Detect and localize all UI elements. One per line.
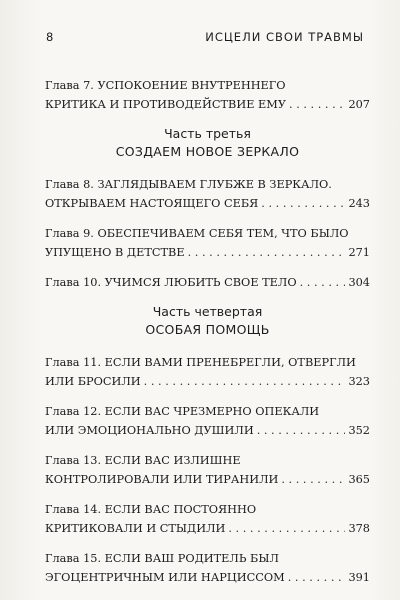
toc-entry-chapter-12 <box>45 402 370 440</box>
dot-leader <box>257 421 346 440</box>
toc-entry-chapter-8 <box>45 175 370 213</box>
chapter-title-line: Глава 10. УЧИМСЯ ЛЮБИТЬ СВОЕ ТЕЛО <box>45 276 297 289</box>
page-reference: 365 <box>348 473 370 486</box>
chapter-title-line: ОТКРЫВАЕМ НАСТОЯЩЕГО СЕБЯ <box>45 197 259 210</box>
toc-entry-chapter-9 <box>45 224 370 262</box>
table-of-contents <box>45 76 370 598</box>
part-heading-4 <box>45 303 370 339</box>
page-reference: 243 <box>348 197 370 210</box>
toc-entry-chapter-11 <box>45 353 370 391</box>
chapter-title-line: Глава 13. ЕСЛИ ВАС ИЗЛИШНЕ <box>45 454 241 467</box>
chapter-title-line: ЭГОЦЕНТРИЧНЫМ ИЛИ НАРЦИССОМ <box>45 571 285 584</box>
chapter-title-line: Глава 11. ЕСЛИ ВАМИ ПРЕНЕБРЕГЛИ, ОТВЕРГЛИ <box>45 356 356 369</box>
dot-leader <box>261 194 345 213</box>
chapter-title-line: УПУЩЕНО В ДЕТСТВЕ <box>45 246 185 259</box>
chapter-title-line: КОНТРОЛИРОВАЛИ ИЛИ ТИРАНИЛИ <box>45 473 279 486</box>
running-title: ИСЦЕЛИ СВОИ ТРАВМЫ <box>205 30 364 44</box>
chapter-title-line: ИЛИ БРОСИЛИ <box>45 375 141 388</box>
page-reference: 304 <box>348 276 370 289</box>
chapter-title-line: ИЛИ ЭМОЦИОНАЛЬНО ДУШИЛИ <box>45 424 254 437</box>
toc-entry-chapter-7 <box>45 76 370 114</box>
page-reference: 323 <box>348 375 370 388</box>
chapter-title-line: Глава 15. ЕСЛИ ВАШ РОДИТЕЛЬ БЫЛ <box>45 552 279 565</box>
chapter-title-line: Глава 14. ЕСЛИ ВАС ПОСТОЯННО <box>45 503 257 516</box>
chapter-last-line <box>45 95 370 114</box>
chapter-last-line <box>45 273 370 292</box>
chapter-title-line: КРИТИКА И ПРОТИВОДЕЙСТВИЕ ЕМУ <box>45 98 287 111</box>
chapter-last-line <box>45 372 370 391</box>
part-heading-3 <box>45 125 370 161</box>
chapter-last-line <box>45 243 370 262</box>
chapter-title-line: КРИТИКОВАЛИ И СТЫДИЛИ <box>45 522 226 535</box>
chapter-last-line <box>45 519 370 538</box>
dot-leader <box>300 273 346 292</box>
part-title: СОЗДАЕМ НОВОЕ ЗЕРКАЛО <box>115 144 300 159</box>
dot-leader <box>144 372 346 391</box>
chapter-title-line: Глава 8. ЗАГЛЯДЫВАЕМ ГЛУБЖЕ В ЗЕРКАЛО. <box>45 178 332 191</box>
page-header <box>46 30 364 46</box>
chapter-last-line <box>45 470 370 489</box>
toc-entry-chapter-15 <box>45 549 370 587</box>
chapter-title-line: Глава 12. ЕСЛИ ВАС ЧРЕЗМЕРНО ОПЕКАЛИ <box>45 405 320 418</box>
chapter-last-line <box>45 568 370 587</box>
dot-leader <box>188 243 346 262</box>
toc-entry-chapter-13 <box>45 451 370 489</box>
page-reference: 378 <box>348 522 370 535</box>
dot-leader <box>228 519 345 538</box>
dot-leader <box>289 95 345 114</box>
chapter-last-line <box>45 194 370 213</box>
page-reference: 207 <box>348 98 370 111</box>
toc-entry-chapter-10 <box>45 273 370 292</box>
part-label: Часть третья <box>164 126 251 141</box>
page-reference: 352 <box>348 424 370 437</box>
page-reference: 271 <box>348 246 370 259</box>
part-title: ОСОБАЯ ПОМОЩЬ <box>145 322 270 337</box>
chapter-title-line: Глава 7. УСПОКОЕНИЕ ВНУТРЕННЕГО <box>45 79 286 92</box>
chapter-title-line: Глава 9. ОБЕСПЕЧИВАЕМ СЕБЯ ТЕМ, ЧТО БЫЛО <box>45 227 349 240</box>
dot-leader <box>288 568 346 587</box>
dot-leader <box>281 470 345 489</box>
page-reference: 391 <box>348 571 370 584</box>
toc-entry-chapter-14 <box>45 500 370 538</box>
page-number: 8 <box>46 30 54 44</box>
part-label: Часть четвертая <box>152 304 263 319</box>
chapter-last-line <box>45 421 370 440</box>
